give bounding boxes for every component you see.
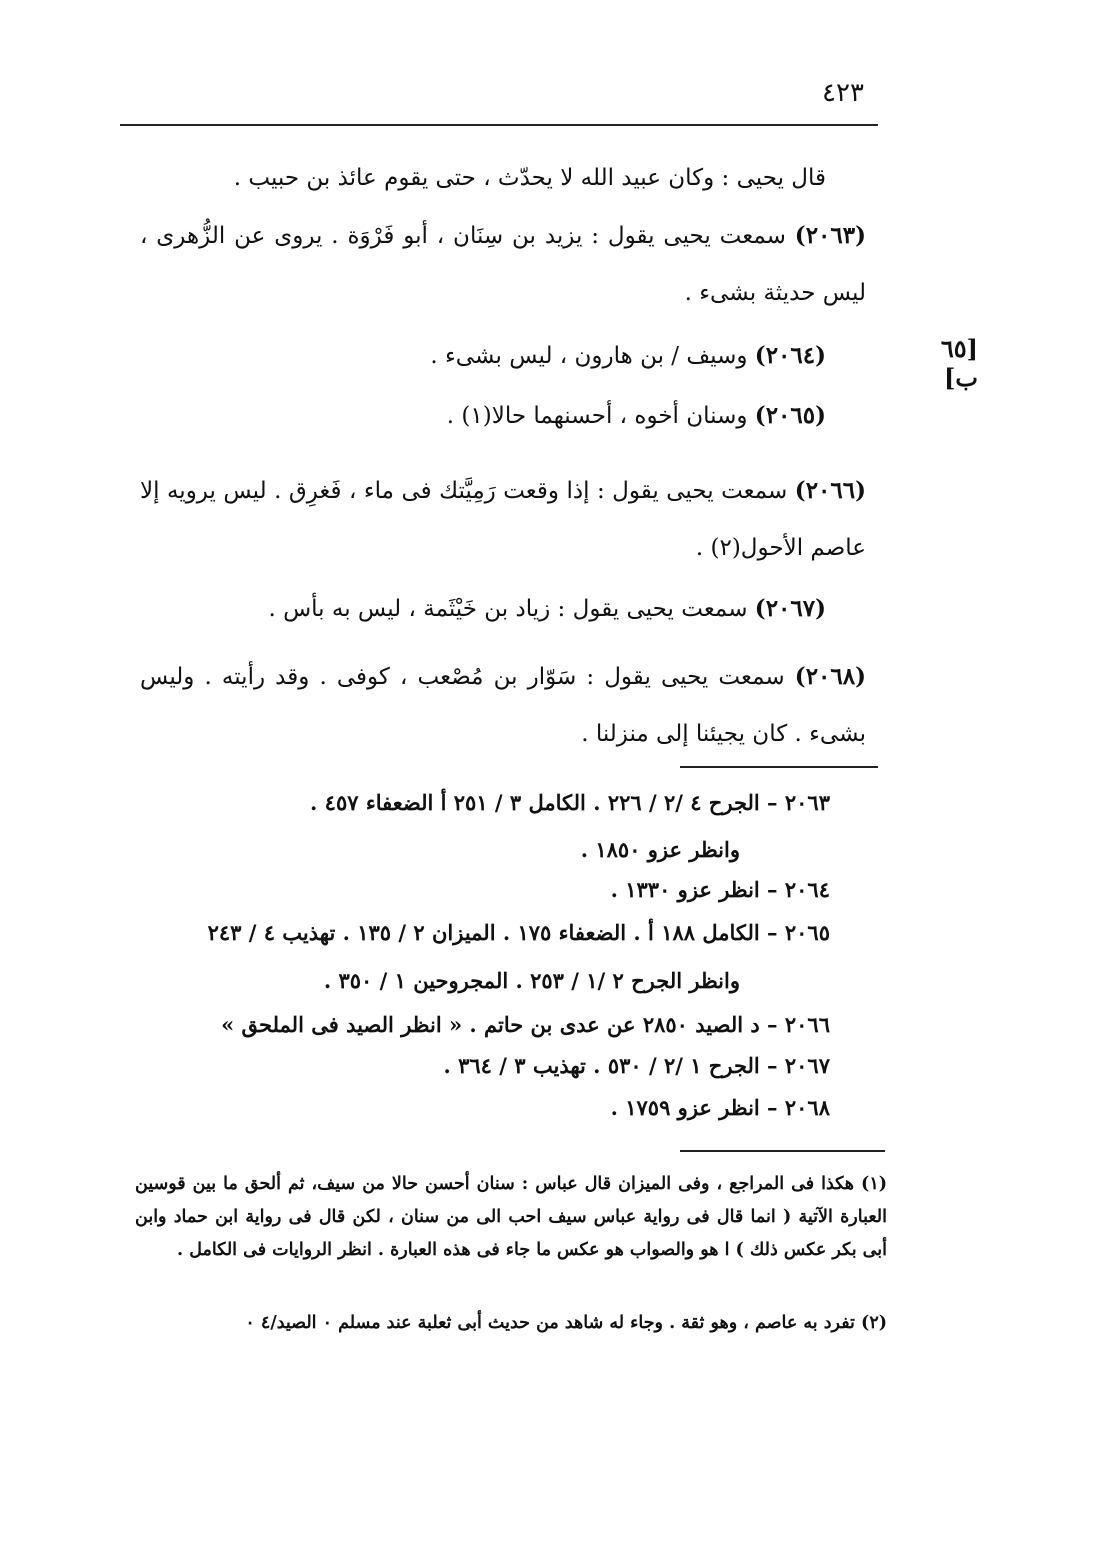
margin-folio-reference: [٦٥ ب] (940, 334, 978, 392)
paragraph-2063 (140, 207, 866, 322)
paragraph-text: سمعت يحيى يقول : يزيد بن سِنَان ، أبو فَرْوَة . يروى عن الزُّهرى ، ليس حديثة بشىء . (140, 223, 866, 306)
reference-line: وانظر عزو ١٨٥٠ . (580, 837, 740, 862)
paragraph-text: سمعت يحيى يقول : زياد بن خَيْثَمة ، ليس به بأس . (268, 596, 748, 622)
reference-line: ٢٠٦٣ – الجرح ٤ /٢ / ٢٢٦ . الكامل ٣ / ٢٥١ أ الضعفاء ٤٥٧ . (310, 790, 830, 815)
entry-number: (٢٠٦٣) (794, 222, 866, 249)
footnote-2: (٢) تفرد به عاصم ، وهو ثقة . وجاء له شاهد من حديث أبى ثعلبة عند مسلم ٠ الصيد/٤ ٠ (245, 1313, 887, 1333)
paragraph-intro (140, 150, 826, 207)
page-number: ٤٢٣ (822, 78, 864, 108)
footnotes-separator (680, 1150, 885, 1152)
paragraph-text: وسيف / بن هارون ، ليس بشىء . (430, 343, 748, 369)
paragraph-text: وسنان أخوه ، أحسنهما حالا(١) . (446, 403, 748, 429)
entry-number: (٢٠٦٦) (794, 477, 866, 504)
paragraph-text: قال يحيى : وكان عبيد الله لا يحدّث ، حتى يقوم عائذ بن حبيب . (233, 165, 826, 191)
reference-line: ٢٠٦٦ – د الصيد ٢٨٥٠ عن عدى بن حاتم . « انظر الصيد فى الملحق » (221, 1012, 830, 1037)
footnote-1: (١) هكذا فى المراجع ، وفى الميزان قال عباس : سنان أحسن حالا من سيف، ثم ألحق ما بين قوسين العبارة الآتية ( انما قال فى رواية عباس سيف احب الى من سنان ، لكن قال فى رواية ابن حماد وابن أبى بكر عكس ذلك ) ا هو والصواب هو عكس ما جاء فى هذه العبارة . انظر الروايات فى الكامل . (135, 1174, 887, 1260)
header-rule (120, 124, 878, 126)
entry-number: (٢٠٦٥) (754, 402, 826, 429)
paragraph-2064 (390, 327, 826, 385)
paragraph-2067 (140, 580, 826, 638)
reference-line: ٢٠٦٥ – الكامل ١٨٨ أ . الضعفاء ١٧٥ . الميزان ٢ / ١٣٥ . تهذيب ٤ / ٢٤٣ (207, 920, 830, 945)
paragraph-2065 (390, 387, 826, 445)
paragraph-text: سمعت يحيى يقول : سَوّار بن مُصْعب ، كوفى . وقد رأيته . وليس بشىء . كان يجيئنا إلى منزلنا . (140, 664, 866, 747)
paragraph-text: سمعت يحيى يقول : إذا وقعت رَمِيَّتك فى ماء ، فَغرِق . ليس يرويه إلا عاصم الأحول(٢) . (140, 478, 866, 561)
entry-number: (٢٠٦٧) (754, 595, 826, 622)
entry-number: (٢٠٦٤) (754, 342, 826, 369)
reference-line: ٢٠٦٤ – انظر عزو ١٣٣٠ . (610, 877, 830, 902)
reference-line: ٢٠٦٨ – انظر عزو ١٧٥٩ . (610, 1095, 830, 1120)
reference-line: وانظر الجرح ٢ /١ / ٢٥٣ . المجروحين ١ / ٣٥٠ . (323, 968, 740, 993)
reference-line: ٢٠٦٧ – الجرح ١ /٢ / ٥٣٠ . تهذيب ٣ / ٣٦٤ . (443, 1053, 830, 1078)
paragraph-2066 (140, 462, 866, 577)
paragraph-2068 (140, 648, 866, 763)
references-separator (680, 766, 878, 768)
entry-number: (٢٠٦٨) (794, 663, 866, 690)
